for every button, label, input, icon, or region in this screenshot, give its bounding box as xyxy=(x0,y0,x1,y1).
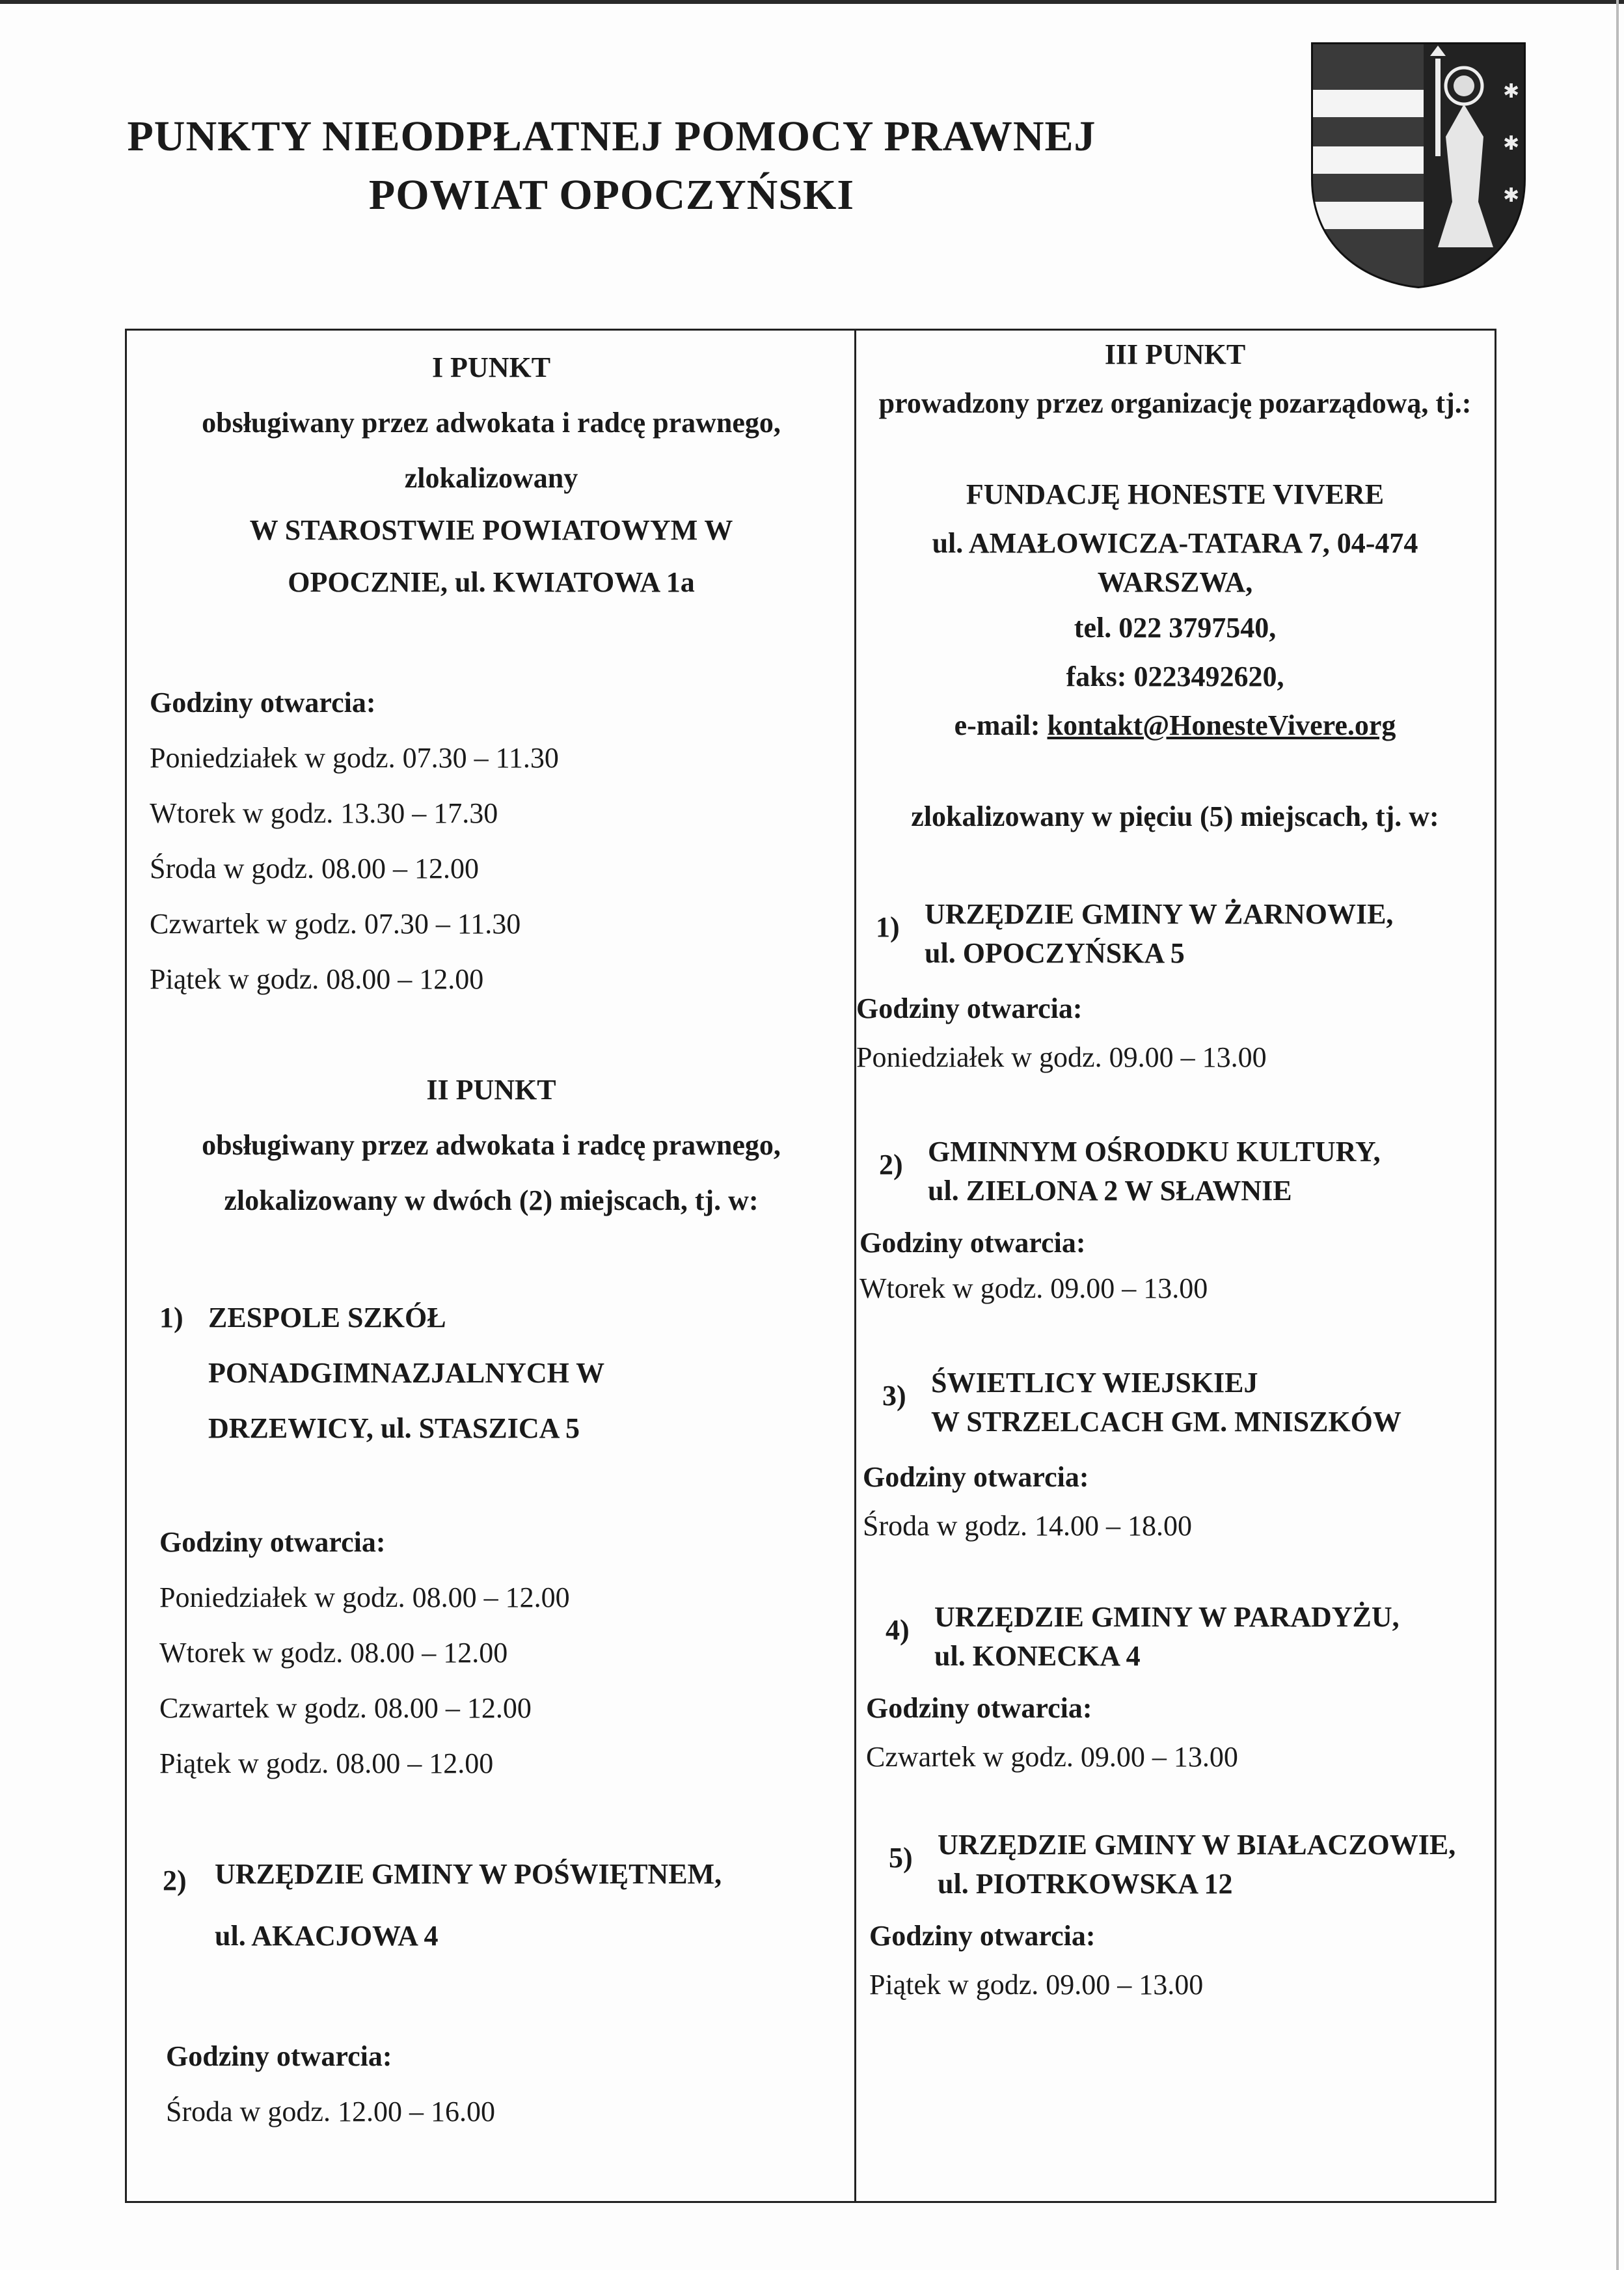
punkt2-loc1-line3: DRZEWICY, ul. STASZICA 5 xyxy=(208,1412,580,1444)
org-email-link[interactable]: kontakt@HonesteVivere.org xyxy=(1047,709,1396,741)
punkt2-loc1-line2: PONADGIMNAZJALNYCH W xyxy=(208,1357,605,1389)
punkt1-hours-label: Godziny otwarcia: xyxy=(150,687,376,718)
punkt3-loc2-line1: GMINNYM OŚRODKU KULTURY, xyxy=(928,1136,1381,1168)
punkt2-loc2-hours-label: Godziny otwarcia: xyxy=(166,2040,392,2072)
svg-text:✱: ✱ xyxy=(1503,132,1520,155)
punkt3-loc3-hours: Środa w godz. 14.00 – 18.00 xyxy=(863,1510,1192,1542)
punkt2-line1: obsługiwany przez adwokata i radcę prawnego, xyxy=(202,1129,781,1161)
org-address-line2: WARSZWA, xyxy=(1097,566,1253,598)
punkt3-loc5-hours-label: Godziny otwarcia: xyxy=(869,1920,1096,1952)
punkt2-loc2-line2: ul. AKACJOWA 4 xyxy=(215,1920,439,1952)
coat-of-arms-icon xyxy=(1308,39,1529,290)
punkt3-loc1-line1: URZĘDZIE GMINY W ŻARNOWIE, xyxy=(925,898,1394,930)
punkt1-hours-wed: Środa w godz. 08.00 – 12.00 xyxy=(150,853,479,884)
punkt1-line3: W STAROSTWIE POWIATOWYM W xyxy=(249,514,733,546)
punkt2-loc1-hours-fri: Piątek w godz. 08.00 – 12.00 xyxy=(159,1747,494,1779)
punkt1-line4: OPOCZNIE, ul. KWIATOWA 1a xyxy=(288,566,695,598)
punkt3-loc4-hours-label: Godziny otwarcia: xyxy=(866,1692,1092,1724)
punkt1-hours-thu: Czwartek w godz. 07.30 – 11.30 xyxy=(150,908,521,940)
page-title xyxy=(85,107,1139,225)
punkt2-loc1-line1: ZESPOLE SZKÓŁ xyxy=(208,1302,446,1333)
punkt1-line1: obsługiwany przez adwokata i radcę prawnego, xyxy=(202,407,781,439)
org-email-label: e-mail: xyxy=(954,709,1040,741)
org-email-row xyxy=(954,708,1396,743)
punkt3-loc5-hours: Piątek w godz. 09.00 – 13.00 xyxy=(869,1969,1204,2001)
punkt1-hours-fri: Piątek w godz. 08.00 – 12.00 xyxy=(150,963,484,995)
punkt3-loc1-line2: ul. OPOCZYŃSKA 5 xyxy=(925,937,1185,969)
org-fax: faks: 0223492620, xyxy=(1066,661,1284,692)
punkt1-line2: zlokalizowany xyxy=(404,462,578,494)
punkt3-loc4-line2: ul. KONECKA 4 xyxy=(934,1640,1141,1672)
punkt3-loc1-number: 1) xyxy=(876,911,900,943)
punkt3-loc2-number: 2) xyxy=(879,1149,903,1181)
svg-text:✱: ✱ xyxy=(1503,80,1520,103)
punkt3-located: zlokalizowany w pięciu (5) miejscach, tj. w: xyxy=(911,800,1439,832)
punkt3-loc4-line1: URZĘDZIE GMINY W PARADYŻU, xyxy=(934,1601,1400,1633)
punkt2-loc1-hours-mon: Poniedziałek w godz. 08.00 – 12.00 xyxy=(159,1581,570,1613)
punkt3-heading: III PUNKT xyxy=(1104,338,1246,370)
punkt2-loc2-number: 2) xyxy=(163,1865,187,1896)
punkt3-loc5-line1: URZĘDZIE GMINY W BIAŁACZOWIE, xyxy=(938,1829,1456,1861)
punkt3-loc2-hours: Wtorek w godz. 09.00 – 13.00 xyxy=(859,1272,1208,1304)
punkt3-loc2-line2: ul. ZIELONA 2 W SŁAWNIE xyxy=(928,1175,1292,1207)
punkt2-loc2-hours-wed: Środa w godz. 12.00 – 16.00 xyxy=(166,2096,495,2127)
punkt2-line2: zlokalizowany w dwóch (2) miejscach, tj. w: xyxy=(224,1184,759,1216)
punkt3-loc4-number: 4) xyxy=(886,1614,910,1646)
org-phone: tel. 022 3797540, xyxy=(1074,612,1277,644)
org-name: FUNDACJĘ HONESTE VIVERE xyxy=(966,478,1385,510)
punkt3-loc3-hours-label: Godziny otwarcia: xyxy=(863,1461,1089,1493)
punkt3-loc5-number: 5) xyxy=(889,1842,913,1874)
punkt2-heading: II PUNKT xyxy=(426,1074,556,1106)
punkt3-line1: prowadzony przez organizację pozarządową, tj.: xyxy=(878,387,1472,419)
punkt3-loc1-hours-label: Godziny otwarcia: xyxy=(856,992,1083,1024)
punkt2-loc1-hours-label: Godziny otwarcia: xyxy=(159,1526,386,1558)
title-line-2: POWIAT OPOCZYŃSKI xyxy=(368,171,855,219)
punkt2-loc1-hours-thu: Czwartek w godz. 08.00 – 12.00 xyxy=(159,1692,532,1724)
punkt1-hours-mon: Poniedziałek w godz. 07.30 – 11.30 xyxy=(150,742,559,774)
punkt2-loc1-hours-tue: Wtorek w godz. 08.00 – 12.00 xyxy=(159,1637,508,1669)
title-line-1: PUNKTY NIEODPŁATNEJ POMOCY PRAWNEJ xyxy=(127,113,1096,160)
punkt3-loc5-line2: ul. PIOTRKOWSKA 12 xyxy=(938,1868,1233,1900)
svg-text:✱: ✱ xyxy=(1503,184,1520,207)
punkt3-loc1-hours: Poniedziałek w godz. 09.00 – 13.00 xyxy=(856,1041,1267,1073)
punkt2-loc2-line1: URZĘDZIE GMINY W POŚWIĘTNEM, xyxy=(215,1858,722,1890)
scan-right-edge xyxy=(1616,0,1619,2270)
org-address-line1: ul. AMAŁOWICZA-TATARA 7, 04-474 xyxy=(932,527,1418,559)
legal-aid-table xyxy=(125,329,1496,2203)
punkt3-loc3-line2: W STRZELCACH GM. MNISZKÓW xyxy=(931,1406,1401,1438)
punkt3-loc3-line1: ŚWIETLICY WIEJSKIEJ xyxy=(931,1367,1258,1399)
punkt1-hours-tue: Wtorek w godz. 13.30 – 17.30 xyxy=(150,797,498,829)
right-column xyxy=(856,331,1495,2201)
punkt3-loc4-hours: Czwartek w godz. 09.00 – 13.00 xyxy=(866,1741,1238,1773)
punkt1-heading: I PUNKT xyxy=(431,351,551,383)
punkt2-loc1-number: 1) xyxy=(159,1302,183,1333)
punkt3-loc2-hours-label: Godziny otwarcia: xyxy=(859,1227,1086,1259)
punkt3-loc3-number: 3) xyxy=(882,1380,906,1412)
scan-top-edge xyxy=(0,0,1624,4)
left-column xyxy=(127,331,854,2201)
